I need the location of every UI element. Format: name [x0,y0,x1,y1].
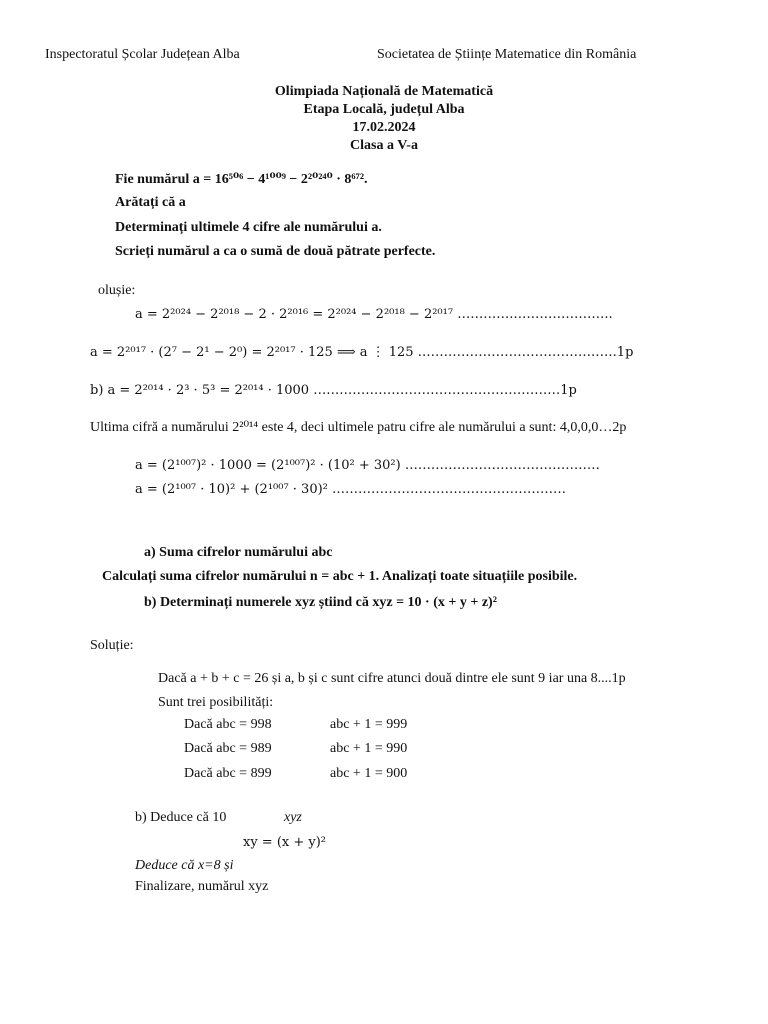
problem1-part-a: Arătați că a [115,195,186,210]
problem2-part-a: a) Suma cifrelor numărului abc [144,545,333,560]
case-left: Dacă abc = 989 [184,741,272,756]
solution2-part-b-final: Finalizare, numărul xyz [135,879,269,894]
solution2-label: Soluție: [90,638,134,653]
problem1-part-b: Determinați ultimele 4 cifre ale numărului a. [115,220,382,235]
solution2-part-b-label: b) Deduce că 10 [135,810,227,825]
problem1-statement: Fie numărul a = 16⁵⁰⁶ − 4¹⁰⁰⁹ − 2²⁰²⁴⁰ · 8⁶⁷². [115,172,368,187]
solution1-step1: a = 2²⁰²⁴ − 2²⁰¹⁸ − 2 · 2²⁰¹⁶ = 2²⁰²⁴ − 2²⁰¹⁸ − 2²⁰¹⁷ ………….………………….. [135,307,613,322]
case-right: abc + 1 = 900 [330,766,408,781]
solution1-label: olușie: [98,283,136,298]
problem2-task: Calculați suma cifrelor numărului n = abc + 1. Analizați toate situațiile posibile. [102,569,578,584]
title-class: Clasa a V-a [350,138,418,153]
solution1-step4: Ultima cifră a numărului 2²⁰¹⁴ este 4, deci ultimele patru cifre ale numărului a sunt: 4,0,0,0…2p [90,420,627,435]
title-date: 17.02.2024 [352,120,416,135]
solution1-step2: a = 2²⁰¹⁷ · (2⁷ − 2¹ − 2⁰) = 2²⁰¹⁷ · 125 ⟹ a ⋮ 125 ……………………………………….1p [90,345,634,360]
header-left: Inspectoratul Școlar Județean Alba [45,47,240,62]
solution2-part-b-deduce: Deduce că x=8 și [135,858,234,873]
solution1-step3: b) a = 2²⁰¹⁴ · 2³ · 5³ = 2²⁰¹⁴ · 1000 …………………………………………………1p [90,383,577,398]
header-right: Societatea de Științe Matematice din România [377,47,637,62]
title-olympiad: Olimpiada Națională de Matematică [274,84,494,99]
case-right: abc + 1 = 990 [330,741,408,756]
solution2-part-b-equation: xy = (x + y)² [243,835,327,850]
solution2-step1: Dacă a + b + c = 26 și a, b și c sunt cifre atunci două dintre ele sunt 9 iar una 8....1p [158,671,626,686]
problem1-part-c: Scrieți numărul a ca o sumă de două pătrate perfecte. [115,244,436,259]
case-left: Dacă abc = 899 [184,766,272,781]
case-left: Dacă abc = 998 [184,717,272,732]
title-stage: Etapa Locală, județul Alba [303,102,465,117]
solution1-step6: a = (2¹⁰⁰⁷ · 10)² + (2¹⁰⁰⁷ · 30)² ……………………………………………… [135,482,567,497]
solution2-part-b-xyz: xyz [284,810,302,825]
solution1-step5: a = (2¹⁰⁰⁷)² · 1000 = (2¹⁰⁰⁷)² · (10² + 30²) ……………………………………… [135,458,600,473]
solution2-step2: Sunt trei posibilități: [158,695,274,710]
case-right: abc + 1 = 999 [330,717,408,732]
problem2-part-b: b) Determinați numerele xyz știind că xyz = 10 · (x + y + z)² [144,595,497,610]
